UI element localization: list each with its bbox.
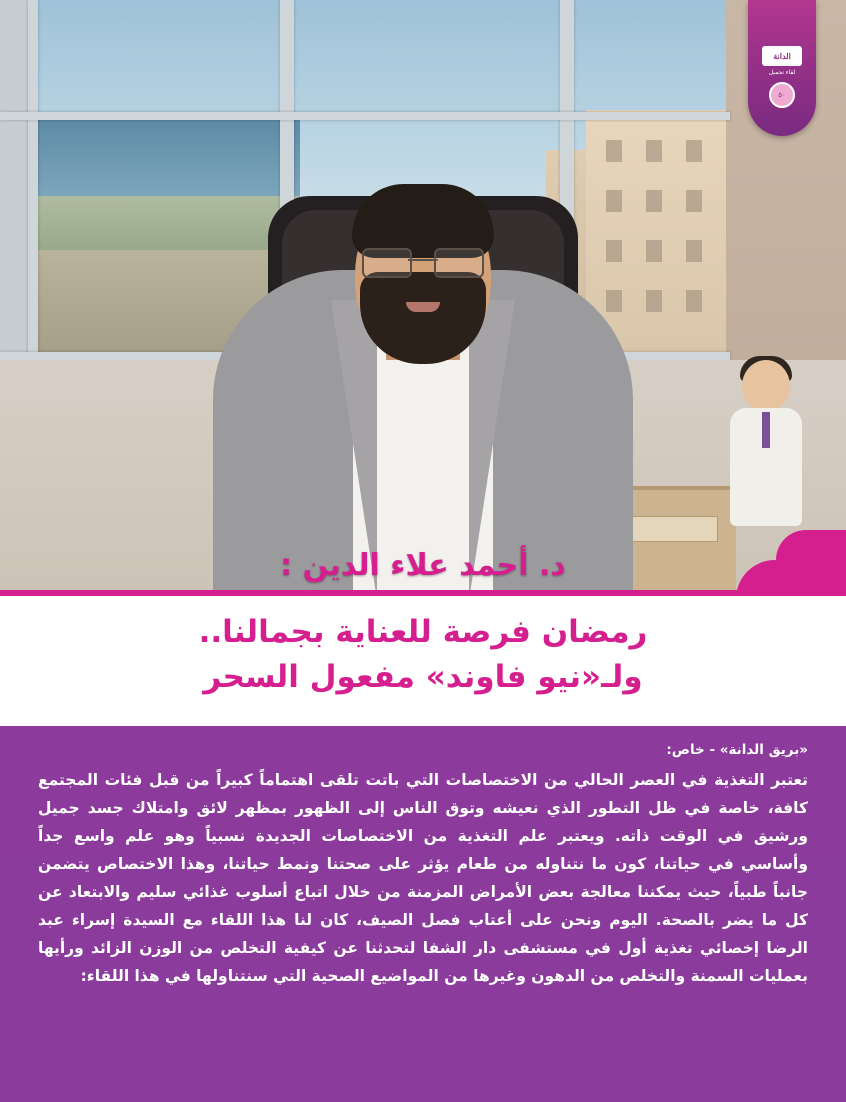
article-kicker: «بريق الدانة» - خاص: xyxy=(666,742,808,758)
mouth xyxy=(406,302,440,312)
headline-text xyxy=(40,596,806,700)
headline-line-2: رمضان فرصة للعناية بجمالنا.. xyxy=(198,614,648,650)
doctor-portrait xyxy=(213,180,633,600)
article-body-block xyxy=(0,726,846,1102)
headline-line-3: ولـ«نيو فاوند» مفعول السحر xyxy=(203,659,643,695)
article-body-text: تعتبر التغذية في العصر الحالي من الاختصاصات التي باتت تلقى اهتماماً كبيراً من قبل فئات المجتمع كافة، خاصة في ظل التطور الذي نعيشه وتوق الناس إلى الظهور بمظهر لائق وامتلاك جسد جميل ورشيق في الوقت ذاته. ويعتبر علم التغذية من الاختصاصات الجديدة نسبياً وهو علم واسع جداً وأساسي في حياتنا، كون ما نتناوله من طعام يؤثر على صحتنا ونمط حياتنا، وهذا الاختصاص يتضمن جانباً طبياً، حيث يمكننا معالجة بعض الأمراض المزمنة من خلال اتباع أسلوب غذائي سليم والابتعاد عن كل ما يضر بالصحة. اليوم ونحن على أعتاب فصل الصيف، كان لنا هذا اللقاء مع السيدة إسراء عبد الرضا إخصائي تغذية أول في مستشفى دار الشفا لتحدثنا عن كيفية التخلص من الوزن الزائد ورأيها بعمليات السمنة والتخلص من الدهون وغيرها من المواضيع الصحية التي سنتناولها في هذا اللقاء: xyxy=(38,771,808,985)
headline-band xyxy=(0,548,846,732)
logo-subtitle: لقاء تجميل xyxy=(768,70,796,76)
glasses-icon xyxy=(362,248,484,274)
logo-mark: الدانة xyxy=(762,46,802,66)
cartoon-mascot xyxy=(716,360,816,540)
magazine-logo-badge xyxy=(748,0,816,136)
hair xyxy=(352,184,494,258)
headline-name: د. أحمد علاء الدين : xyxy=(280,548,566,583)
logo-anniversary-badge: ٥٠ xyxy=(769,82,795,108)
cartoon-tie xyxy=(762,412,770,448)
cartoon-head-icon xyxy=(742,360,790,412)
